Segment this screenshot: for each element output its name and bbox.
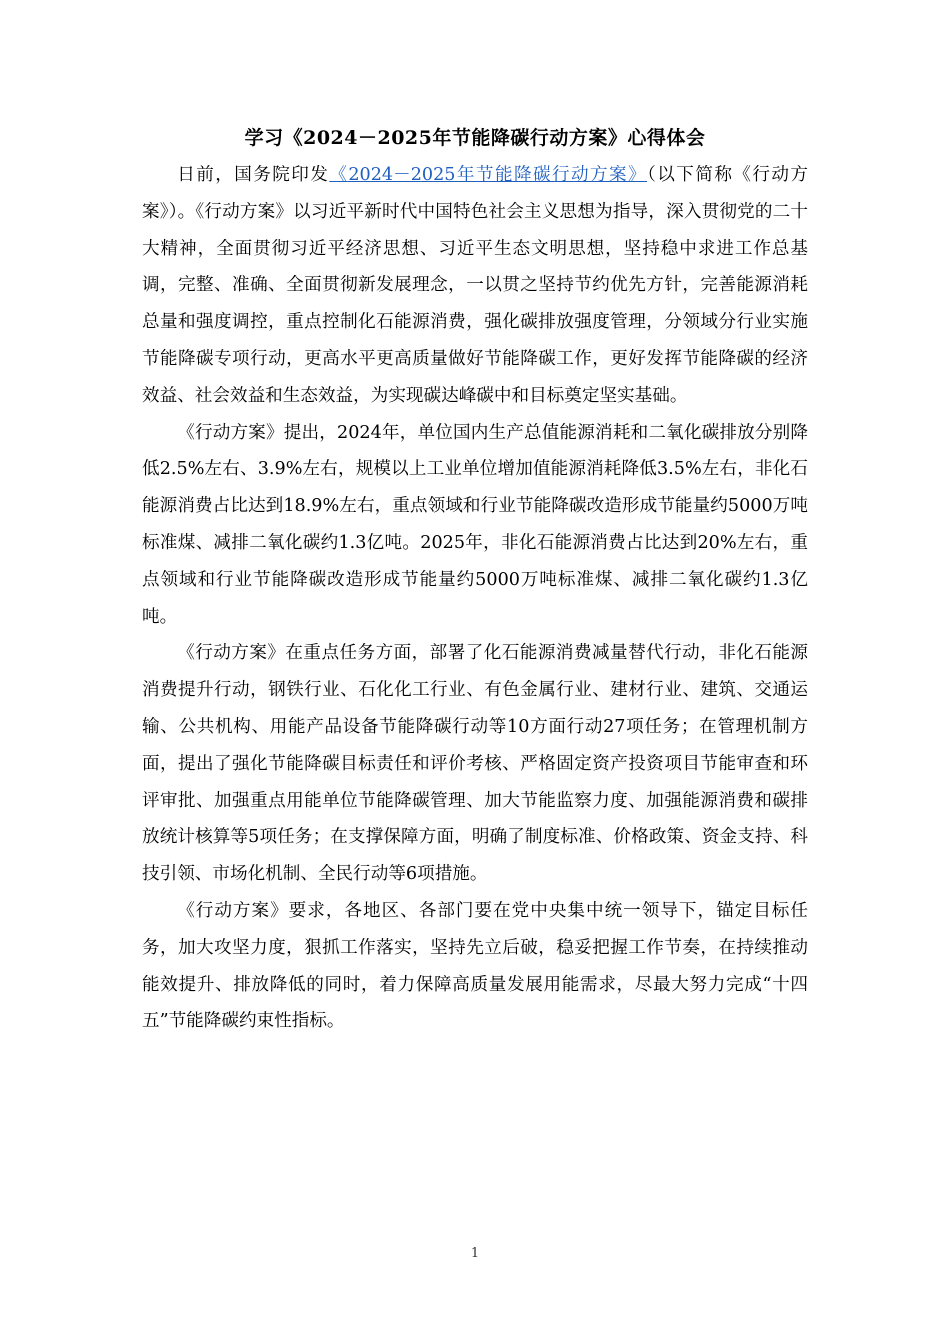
document-body — [142, 157, 808, 1040]
paragraph-1 — [142, 157, 808, 415]
paragraph-1-lead: 日前，国务院印发 — [177, 165, 330, 185]
paragraph-1-rest: （以下简称《行动方案》）。《行动方案》以习近平新时代中国特色社会主义思想为指导，深入贯彻党的二十大精神，全面贯彻习近平经济思想、习近平生态文明思想，坚持稳中求进工作总基调，完整、准确、全面贯彻新发展理念，一以贯之坚持节约优先方针，完善能源消耗总量和强度调控，重点控制化石能源消费，强化碳排放强度管理，分领域分行业实施节能降碳专项行动，更高水平更高质量做好节能降碳工作，更好发挥节能降碳的经济效益、社会效益和生态效益，为实现碳达峰碳中和目标奠定坚实基础。 — [142, 165, 808, 406]
document-title: 学习《2024－2025年节能降碳行动方案》心得体会 — [244, 127, 706, 149]
paragraph-2: 《行动方案》提出，2024年，单位国内生产总值能源消耗和二氧化碳排放分别降低2.5%左右、3.9%左右，规模以上工业单位增加值能源消耗降低3.5%左右，非化石能源消费占比达到18.9%左右，重点领域和行业节能降碳改造形成节能量约5000万吨标准煤、减排二氧化碳约1.3亿吨。2025年，非化石能源消费占比达到20%左右，重点领域和行业节能降碳改造形成节能量约5000万吨标准煤、减排二氧化碳约1.3亿吨。 — [142, 422, 808, 627]
page-number: 1 — [470, 1246, 480, 1261]
paragraph-4: 《行动方案》要求，各地区、各部门要在党中央集中统一领导下，锚定目标任务，加大攻坚力度，狠抓工作落实，坚持先立后破，稳妥把握工作节奏，在持续推动能效提升、排放降低的同时，着力保障高质量发展用能需求，尽最大努力完成“十四五”节能降碳约束性指标。 — [142, 900, 808, 1032]
action-plan-link[interactable]: 《2024－2025年节能降碳行动方案》 — [329, 165, 648, 185]
paragraph-3: 《行动方案》在重点任务方面，部署了化石能源消费减量替代行动，非化石能源消费提升行动，钢铁行业、石化化工行业、有色金属行业、建材行业、建筑、交通运输、公共机构、用能产品设备节能降碳行动等10方面行动27项任务；在管理机制方面，提出了强化节能降碳目标责任和评价考核、严格固定资产投资项目节能审查和环评审批、加强重点用能单位节能降碳管理、加大节能监察力度、加强能源消费和碳排放统计核算等5项任务；在支撑保障方面，明确了制度标准、价格政策、资金支持、科技引领、市场化机制、全民行动等6项措施。 — [142, 643, 808, 885]
